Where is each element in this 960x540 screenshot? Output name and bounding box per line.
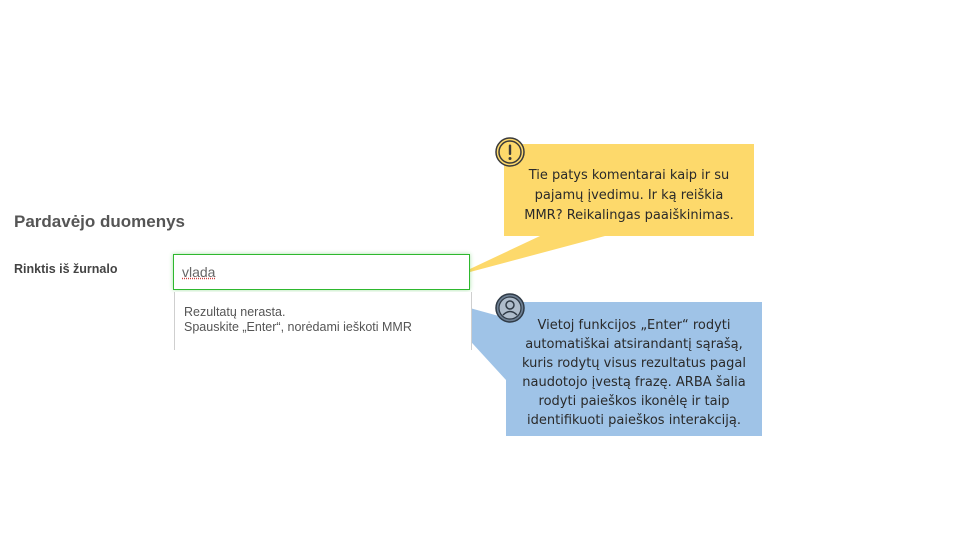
search-results-dropdown — [174, 292, 472, 350]
warning-callout — [504, 144, 754, 236]
journal-select-label: Rinktis iš žurnalo — [14, 262, 118, 276]
user-icon — [495, 293, 525, 323]
exclamation-icon — [495, 137, 525, 167]
user-callout — [506, 302, 762, 436]
section-title: Pardavėjo duomenys — [14, 212, 186, 231]
user-callout-text: Vietoj funkcijos „Enter“ rodyti automatiškai atsirandantį sąrašą, kuris rodytų visus rezultatus pagal naudotojo įvestą frazę. ARBA šalia rodyti paieškos ikonėlę ir taip identifikuoti paieškos interakciją. — [522, 318, 746, 428]
yellow-callout-tail — [455, 236, 605, 276]
journal-search-input[interactable] — [173, 254, 470, 290]
enter-hint-text: Spauskite „Enter“, norėdami ieškoti MMR — [184, 320, 412, 334]
no-results-text: Rezultatų nerasta. — [184, 305, 286, 319]
warning-callout-text: Tie patys komentarai kaip ir su pajamų įvedimu. Ir ką reiškia MMR? Reikalingas paaiškinimas. — [524, 168, 734, 223]
